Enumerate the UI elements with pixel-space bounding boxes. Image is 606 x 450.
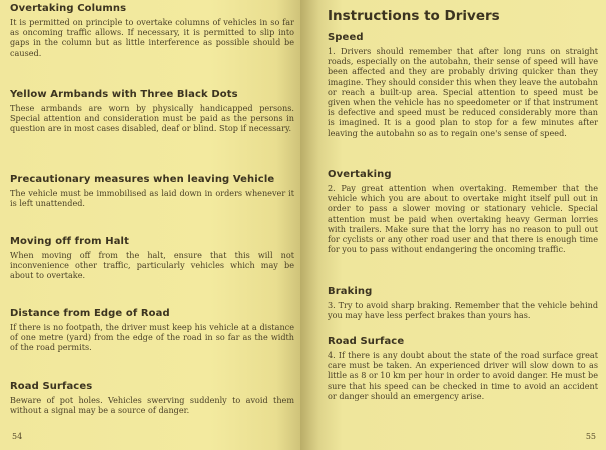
page-title: Instructions to Drivers <box>328 8 500 24</box>
section-heading: Speed <box>328 32 364 43</box>
section-moving-off <box>10 236 294 281</box>
section-body: 4. If there is any doubt about the state of the road surface great care must be taken. An experienced driver will slow down to as little as 8 or 10 km per hour in order to avoid danger. He must be sure that his speed can be checked in time to avoid an accident or danger should an emergency arise. <box>328 350 598 401</box>
section-body: It is permitted on principle to overtake columns of vehicles in so far as oncoming traffic allows. If necessary, it is permitted to slip into gaps in the column but as little interference as possible should be caused. <box>10 17 294 58</box>
page-number: 54 <box>12 432 23 441</box>
section-heading: Overtaking Columns <box>10 3 127 14</box>
section-heading: Braking <box>328 286 373 297</box>
section-body: The vehicle must be immobilised as laid down in orders whenever it is left unattended. <box>10 188 294 209</box>
section-body: When moving off from the halt, ensure that this will not inconvenience other traffic, particularly vehicles which may be about to overtake. <box>10 250 294 281</box>
section-distance-from-edge <box>10 308 294 353</box>
section-precautionary-measures <box>10 174 294 208</box>
section-body: 2. Pay great attention when overtaking. Remember that the vehicle which you are about to overtake might itself pull out in order to pass a slower moving or stationary vehicle. Special attention must be paid when overtaking heavy German lorries with trailers. Make sure that the lorry has no reason to pull out for cyclists or any other road user and that there is enough time for you to pass without endangering the oncoming traffic. <box>328 183 598 255</box>
section-heading: Yellow Armbands with Three Black Dots <box>10 89 238 100</box>
section-speed <box>328 32 598 138</box>
section-yellow-armbands <box>10 89 294 134</box>
section-road-surfaces <box>10 381 294 415</box>
section-overtaking-columns <box>10 3 294 58</box>
section-heading: Distance from Edge of Road <box>10 308 170 319</box>
section-body: Beware of pot holes. Vehicles swerving suddenly to avoid them without a signal may be a source of danger. <box>10 395 294 416</box>
left-page <box>0 0 300 450</box>
section-heading: Overtaking <box>328 169 392 180</box>
page-number: 55 <box>585 432 596 441</box>
section-road-surface <box>328 336 598 401</box>
section-heading: Road Surface <box>328 336 405 347</box>
section-heading: Road Surfaces <box>10 381 93 392</box>
section-body: These armbands are worn by physically handicapped persons. Special attention and consideration must be paid as the persons in question are in most cases disabled, deaf or blind. Stop if necessary. <box>10 103 294 134</box>
section-braking <box>328 286 598 320</box>
page-title-block <box>328 8 598 24</box>
section-body: 3. Try to avoid sharp braking. Remember that the vehicle behind you may have less perfect brakes than yours has. <box>328 300 598 321</box>
right-page <box>300 0 606 450</box>
section-overtaking <box>328 169 598 254</box>
section-body: 1. Drivers should remember that after long runs on straight roads, especially on the autobahn, their sense of speed will have been affected and they are probably driving quicker than they imagine. They should consider this when they leave the autobahn or reach a built-up area. Special attention to speed must be given when the vehicle has no speedometer or if that instrument is defective and speed must be reduced considerably more than is imagined. It is a good plan to stop for a few minutes after leaving the autobahn so as to regain one's sense of speed. <box>328 46 598 138</box>
section-heading: Precautionary measures when leaving Vehicle <box>10 174 275 185</box>
section-body: If there is no footpath, the driver must keep his vehicle at a distance of one metre (yard) from the edge of the road in so far as the width of the road permits. <box>10 322 294 353</box>
section-heading: Moving off from Halt <box>10 236 129 247</box>
